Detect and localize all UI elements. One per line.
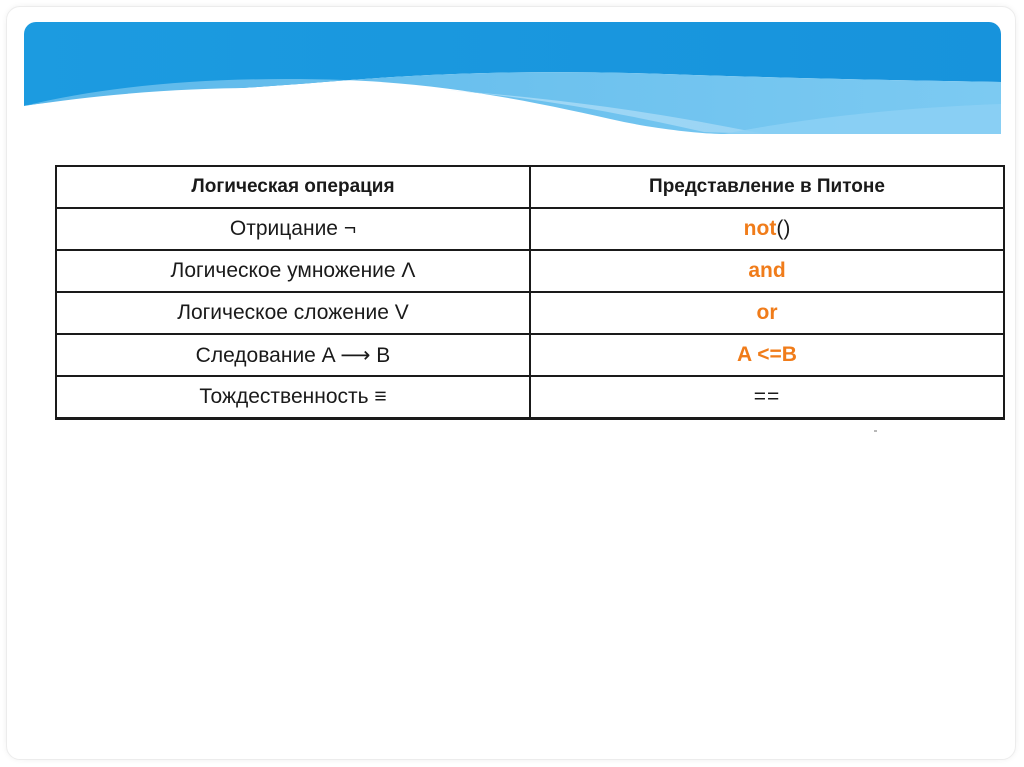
table-row xyxy=(56,376,1004,418)
header-wave-banner xyxy=(24,22,1001,134)
python-keyword: not xyxy=(743,217,777,240)
python-cell xyxy=(530,208,1004,250)
logic-operations-table xyxy=(55,165,1005,420)
python-cell xyxy=(530,334,1004,376)
header-logical-operation: Логическая операция xyxy=(56,166,530,208)
wave-graphic xyxy=(24,22,1001,134)
stray-mark xyxy=(874,430,877,432)
header-python-representation: Представление в Питоне xyxy=(530,166,1004,208)
python-cell xyxy=(530,376,1004,418)
table-row xyxy=(56,292,1004,334)
python-keyword: A <=B xyxy=(737,343,797,366)
python-suffix: () xyxy=(776,217,791,240)
table-row xyxy=(56,250,1004,292)
operation-cell: Логическое умножение Λ xyxy=(56,250,530,292)
operation-cell: Логическое сложение V xyxy=(56,292,530,334)
python-keyword: or xyxy=(756,301,778,324)
python-cell xyxy=(530,292,1004,334)
operation-cell: Тождественность ≡ xyxy=(56,376,530,418)
operation-cell: Следование A ⟶ B xyxy=(56,334,530,376)
python-suffix: == xyxy=(753,384,781,408)
table-row xyxy=(56,334,1004,376)
logic-operations-table-container xyxy=(55,165,1003,420)
python-cell xyxy=(530,250,1004,292)
table-row xyxy=(56,208,1004,250)
python-keyword: and xyxy=(748,259,786,282)
table-header-row xyxy=(56,166,1004,208)
operation-cell: Отрицание ¬ xyxy=(56,208,530,250)
